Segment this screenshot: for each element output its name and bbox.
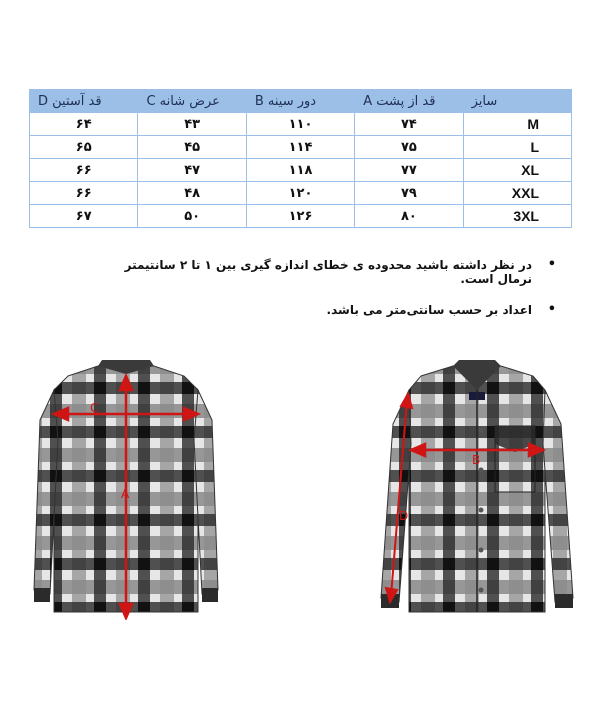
size-cell: XXL xyxy=(463,182,571,205)
sleeve-cell: ۶۶ xyxy=(30,159,138,182)
shoulder-cell: ۵۰ xyxy=(138,205,246,228)
shoulder-cell: ۴۳ xyxy=(138,113,246,136)
chest-cell: ۱۱۰ xyxy=(246,113,354,136)
sleeve-cell: ۶۷ xyxy=(30,205,138,228)
list-item xyxy=(96,303,556,317)
back-length-cell: ۷۴ xyxy=(355,113,463,136)
sleeve-cell: ۶۶ xyxy=(30,182,138,205)
table-row xyxy=(30,113,572,136)
header-chest: دور سینه B xyxy=(246,90,354,113)
bullet-icon: • xyxy=(547,302,556,317)
size-cell: XL xyxy=(463,159,571,182)
shirt-front-diagram xyxy=(377,360,577,620)
back-length-cell: ۷۷ xyxy=(355,159,463,182)
shoulder-cell: ۴۷ xyxy=(138,159,246,182)
bullet-icon: • xyxy=(547,257,556,272)
size-cell: M xyxy=(463,113,571,136)
shirt-back-illustration xyxy=(28,360,224,620)
header-shoulder-width: عرض شانه C xyxy=(138,90,246,113)
table-row xyxy=(30,159,572,182)
shirt-front-illustration xyxy=(377,360,577,620)
sleeve-cell: ۶۵ xyxy=(30,136,138,159)
chest-cell: ۱۱۴ xyxy=(246,136,354,159)
note-text: در نظر داشته باشید محدوده ی خطای اندازه گیری بین ۱ تا ۲ سانتیمتر نرمال است. xyxy=(124,258,532,286)
table-row xyxy=(30,182,572,205)
shoulder-cell: ۴۵ xyxy=(138,136,246,159)
back-length-cell: ۷۵ xyxy=(355,136,463,159)
chest-cell: ۱۲۶ xyxy=(246,205,354,228)
sleeve-cell: ۶۴ xyxy=(30,113,138,136)
label-d: D xyxy=(399,509,409,523)
chest-cell: ۱۱۸ xyxy=(246,159,354,182)
size-cell: 3XL xyxy=(463,205,571,228)
label-a: A xyxy=(121,487,130,501)
table-row xyxy=(30,136,572,159)
table-row xyxy=(30,205,572,228)
label-b: B xyxy=(472,453,481,467)
measurement-notes xyxy=(96,258,556,334)
size-cell: L xyxy=(463,136,571,159)
back-length-cell: ۸۰ xyxy=(355,205,463,228)
label-c: C xyxy=(90,401,99,415)
back-length-cell: ۷۹ xyxy=(355,182,463,205)
header-size: سایز xyxy=(463,90,571,113)
size-chart-header-row xyxy=(30,90,572,113)
list-item xyxy=(96,258,556,286)
shoulder-cell: ۴۸ xyxy=(138,182,246,205)
size-chart-table xyxy=(29,89,572,228)
header-back-length: قد از پشت A xyxy=(355,90,463,113)
note-text: اعداد بر حسب سانتی‌متر می باشد. xyxy=(326,303,532,317)
chest-cell: ۱۲۰ xyxy=(246,182,354,205)
header-sleeve-length: قد آستین D xyxy=(30,90,138,113)
shirt-back-diagram xyxy=(28,360,224,620)
